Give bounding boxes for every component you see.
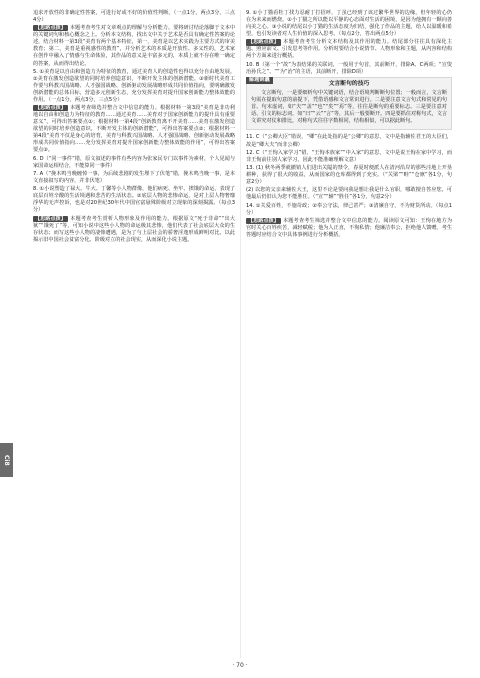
analysis-tag: 【思路点拨】: [35, 25, 66, 32]
answer-text: 6. D（“同一事件”错，原文叙述的事件有些内容为张家民专门以事件为素材，个人见闻与家国命运相结合，不能算同一事件）: [33, 155, 235, 169]
answer-text: 8. ①小说塑造了禄大、牛大、丁馨等小人物群像，他们病死、坐牢、挨饿的命运，表现了底层百姓辛酸的生活境遇和悲苦的生活状态。②底层人物的悲惨命运，是对上层人物奢靡浮华的无声控诉，也是对20世纪30年代中国官富悬殊阶级对立现象的深刻揭露。（每点3分）: [33, 186, 235, 214]
answer-paragraph: [33, 10, 235, 24]
answer-text: 追求开放性的非确定性答案，可进行好或不好的价值性判断。（一点1分，两点3分，三点4分）: [33, 10, 235, 24]
answer-text: 本题考查筛选并整合文中信息的能力。根据材料一第3段“美育是非功利地以自由和创造力为特征的教育……通过美育……美育对于国家创新能力的提升具有重要意义”，可得出答案要点①；根据材料一第4段“创新教育离不开美育……美育在激发创造欲望的同时培养创造意识，不断开发主体的创新潜能”，可得出答案要点②；根据材料一第4段“美育不仅是身心的培育，美育与科教兴国战略、人才强国战略、创新驱动发展战略形成共同价值指向……充分发挥美育对提升国家创新能力整体效能的作用”，可得出答案要点③。: [33, 105, 235, 154]
answer-text: 12. C（“王恂入家学习”错，“王恂本族家”“中入家”的意思，文中是说王恂在家中学习，而非王恂前往别人家学习，因此不能准确理解文意）: [246, 149, 452, 163]
answer-paragraph: [246, 62, 452, 76]
analysis-tag: 【思路点拨】: [35, 105, 66, 112]
answer-paragraph: [246, 218, 452, 239]
answer-text: 本题考查考生赏析人物形象及作用的能力。根据原文“死于非命”“出大狱”“饿死了”等，可知小说中这些小人物的命运极其悲惨，他们代表了社会底层大众的生存状态；而写这些小人物的凄惨遭遇，是为了与上层社会的骄奢淫逸形成鲜明对比，以此揭示旧中国社会贫富分化、阶级对立的社会现实，从而深化小说主题。: [33, 215, 235, 243]
tips-box-title: 文言断句的技巧: [328, 80, 370, 87]
answer-text: 本题考查考生对文章观点的理解与分析能力。要将研讨结论落脚于文本中的关键词句和核心概念之上。分析本文结构，找出文中关于艺术是否具有确定性答案的论述，结合材料一第3段“美育有两个基本特征，第一，美育是以艺术实践为主要方式的审美教育；第二，美育是重视感性的教育”，并分析艺术的本质是开放性、多义性的，艺术家在创作中融入了情感与生命体验，其作品的意义是丰富多元的，本质上就不存在唯一确定的答案，从而得出结论。: [33, 25, 235, 67]
answer-paragraph: [33, 69, 235, 104]
answer-paragraph: [246, 39, 452, 60]
answer-paragraph: [246, 203, 452, 217]
answer-paragraph: [246, 10, 452, 38]
right-column-top: [246, 10, 452, 76]
answer-paragraph: [246, 187, 452, 201]
answer-text: 10. B（第一个“故”为表结果的关联词，一般用于句首，其前断开，排除A、C两项；“宣叟治孙氏之”、“”为“治”的主语，其前断开，排除D项）: [246, 61, 452, 75]
answer-paragraph: [33, 156, 235, 170]
answer-text: 9. ①小丁猫看牡丁找力忍耐丁打招呼，丁虽已经到了该过繁华世界的边缘，但年轻的心仍在为未来而燃烧。②小丁猫之所以能以平静的心态面对生活的困境，是因为他拥有一颗向善向美之心。③小说的结尾以小丁猫的生活态度为归结，强化了作品的主题，给人以温暖和希望，也引发读者对人生价值的深入思考。（每点2分，答出两点5分）: [246, 10, 452, 38]
side-tab: Ci8: [0, 443, 13, 477]
page-number: · 70 ·: [232, 662, 248, 669]
column-divider: [240, 10, 241, 658]
answer-text: 14. ①关爱百姓，不施苛政；②奉公守法，律己甚严；③清廉自守，不为财货所动。（每点1分）: [246, 202, 452, 216]
answer-paragraph: [33, 171, 235, 185]
answer-paragraph: [33, 105, 235, 154]
right-column: [246, 10, 452, 240]
answer-text: 本题考查考生分析文本结构及其作用的能力。结尾部分往往具有深化主题、照应前文、引发思考等作用。分析时要结合小说情节、人物形象和主题，从内容和结构两个方面来进行概括。: [246, 39, 452, 60]
answer-text: 5. ①美育是以自由和创造力为特征的教育，通过美育人的创造性也得以充分自由地发展。②美育在激发创造欲望的同时培养创造意识，不断开发主体的创新潜能。③新时代美育工作要与科教兴国战略、人才强国战略、创新驱动发展战略形成共同价值指向，要明确激发创新潜能的总体目标，营造多元创新生态，充分发挥美育对提升国家创新能力整体效能的作用。（一点1分，两点3分，三点5分）: [33, 68, 235, 103]
left-column: [33, 10, 235, 245]
analysis-tag: 【思路点拨】: [248, 217, 279, 224]
answer-paragraph: [246, 150, 452, 164]
analysis-tag: 【思路点拨】: [35, 215, 66, 222]
answer-text: 11. C（“公卿大臣”错误，“卿”在此处指的是“公卿”的意思，文中是指辅佐君王的大臣们，故是“卿大夫”而非公卿）: [246, 134, 452, 148]
answer-text: 13. (1) 秋冬两季就撤销人们进出关隘的禁令，春夏时便派人在清河沿岸的那些洼地上开垦耕种，获得了很大的收益，从而国家的仓库都得到了充实。（“关梁”“畦”“仓廪”各1分，句意2分）: [246, 165, 452, 186]
right-column-bottom: [246, 134, 452, 239]
answer-paragraph: [246, 165, 452, 186]
analysis-tag: 【思路点拨】: [248, 39, 279, 46]
answer-paragraph: [33, 25, 235, 67]
tips-box: [246, 77, 452, 130]
answer-text: (2) 以您的父亲来辅佐大王，这里不论是要问我是想让我是什么官职，哪敢擅自答应您，可他最后仍旧认为您不能胜任。（“宣”“辅”“胜任”各1分，句意2分）: [246, 187, 452, 201]
answer-paragraph: [33, 186, 235, 214]
answer-paragraph: [33, 216, 235, 244]
answer-text: 本题考查考生筛选并整合文中信息的能力。阅读原文可知：王恂在地方为官时关心百姓疾苦，减轻赋税；他为人正直，不徇私情；他廉洁奉公，拒绝他人馈赠。考生答题时应结合文中具体事例进行分析概括。: [246, 217, 452, 238]
tips-box-text: 文言断句，一是要细析句中关键词语，结合语境判断断句位置；一般而言，文言断句需在提取句意的前提下，凭借语感和文言常识进行。二是要注意文言句式和常见的句首、句末虚词，如“夫”“盖”“也”“矣”“焉”等，往往是断句的重要标志。三是要注意对话、引文的标志词，如“曰”“云”“言”等，其后一般要断开。四是要抓住对称句式，文言文讲究对仗和排比，对称句式往往字数相同，结构相似，可以据此断句。: [251, 90, 447, 125]
answer-text: 7. A（“挽木鸣当晚缠悼一事，为后续悲剧的发生埋下了伏笔”错，挽木鸣当晚一事，是本文直接叙写的内容，并非伏笔）: [33, 170, 235, 185]
tips-box-tag: 解题锦囊: [246, 77, 273, 84]
answer-paragraph: [246, 134, 452, 148]
